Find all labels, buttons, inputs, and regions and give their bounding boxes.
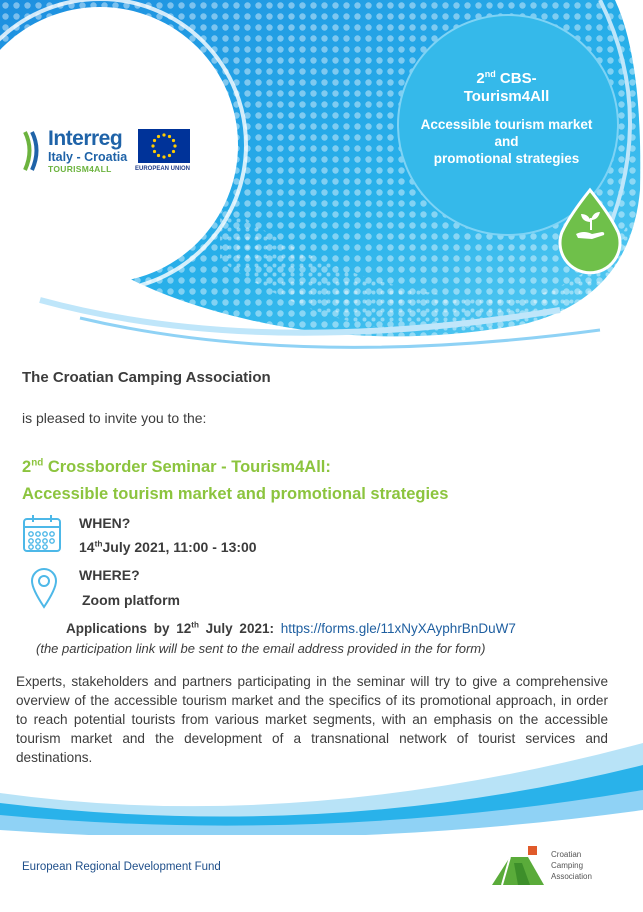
seminar-line2: Accessible tourism market and promotional strategies — [22, 485, 449, 503]
cca-line3: Association — [551, 872, 592, 881]
bubble-subtitle — [400, 116, 613, 167]
seminar-number: 2 — [22, 458, 32, 476]
when-value — [79, 539, 257, 555]
bubble-title — [400, 70, 613, 106]
cca-name — [551, 849, 621, 882]
eu-label: EUROPEAN UNION — [135, 166, 191, 172]
when-rest: July 2021, 11:00 - 13:00 — [102, 539, 257, 555]
registration-link[interactable]: https://forms.gle/11xNyXAyphrBnDuW7 — [280, 621, 516, 636]
seminar-sup: nd — [31, 457, 44, 469]
bubble-title-number: 2 — [476, 70, 485, 87]
project-name: TOURISM4ALL — [48, 164, 112, 174]
description-paragraph: Experts, stakeholders and partners participating in the seminar will try to give a comprehensive overview of the accessible tourism market and the specifics of its promotional approach, in order to reach potential tourists from various market segments, with an emphasis on the accessible tourism market and the development of a transnational network of tourist services and destinations. — [16, 674, 608, 765]
applications-suffix: July 2021: — [198, 621, 274, 636]
eu-flag-icon — [138, 129, 190, 163]
when-day-sup: th — [94, 538, 103, 549]
when-label: WHEN? — [79, 515, 131, 531]
seminar-title — [22, 454, 448, 508]
when-day: 14 — [79, 539, 95, 555]
applications-line — [66, 621, 516, 636]
bubble-subtitle-line1: Accessible tourism market — [420, 117, 593, 132]
event-bubble — [400, 70, 613, 167]
participation-note: (the participation link will be sent to the email address provided in the for form) — [36, 641, 486, 656]
seminar-line1: Crossborder Seminar - Tourism4All: — [43, 458, 331, 476]
plant-hand-icon — [572, 208, 610, 244]
calendar-icon — [22, 514, 62, 554]
bubble-title-sup: nd — [484, 69, 496, 79]
where-value: Zoom platform — [82, 592, 180, 608]
fund-label: European Regional Development Fund — [22, 861, 221, 873]
interreg-wordmark: Interreg — [48, 127, 123, 150]
interreg-swoosh-icon — [22, 130, 44, 172]
bubble-subtitle-line3: promotional strategies — [433, 151, 580, 166]
interreg-logo — [22, 127, 192, 177]
bubble-title-rest: CBS- — [495, 70, 537, 87]
bubble-subtitle-line2: and — [494, 134, 519, 149]
header-artwork — [0, 0, 643, 360]
bubble-title-line2: Tourism4All — [463, 88, 550, 105]
invite-text: is pleased to invite you to the: — [22, 410, 207, 426]
program-name: Italy - Croatia — [48, 150, 128, 164]
cca-line2: Camping — [551, 861, 584, 870]
location-pin-icon — [30, 567, 58, 609]
footer-wave — [0, 735, 643, 835]
cca-line1: Croatian — [551, 850, 582, 859]
applications-prefix: Applications by 12 — [66, 621, 192, 636]
applications-sup: th — [191, 620, 199, 630]
where-label: WHERE? — [79, 567, 140, 583]
organization-name: The Croatian Camping Association — [22, 369, 271, 386]
